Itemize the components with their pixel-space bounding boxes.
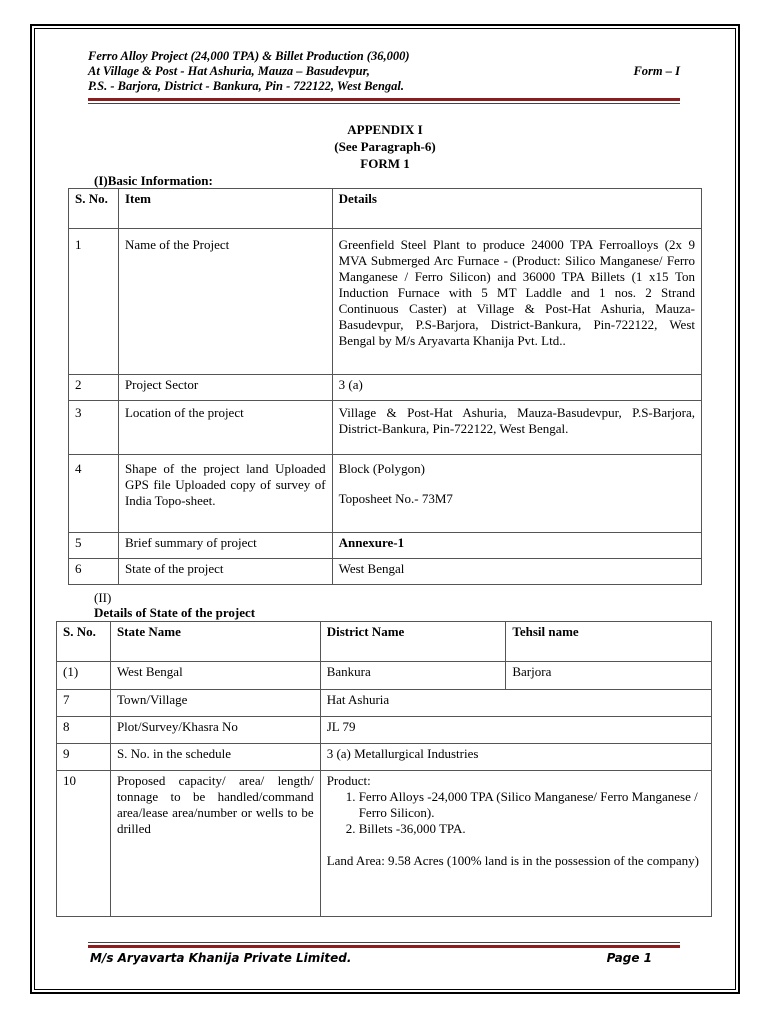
table-row	[69, 559, 702, 585]
row-state: West Bengal	[110, 662, 320, 690]
header-line-3: P.S. - Barjora, District - Bankura, Pin - 722122, West Bengal.	[88, 79, 405, 93]
header-line-2: At Village & Post - Hat Ashuria, Mauza – Basudevpur,	[88, 64, 370, 78]
header-sno: S. No.	[57, 622, 111, 662]
row-sno: 6	[69, 559, 119, 585]
row-item: Proposed capacity/ area/ length/ tonnage to be handled/command area/lease area/number or wells to be drilled	[110, 771, 320, 917]
row-sno: 5	[69, 533, 119, 559]
row-item: Town/Village	[110, 690, 320, 717]
table-row	[69, 229, 702, 375]
table-row	[57, 771, 712, 917]
basic-information-table	[68, 188, 702, 585]
row-details: Annexure-1	[332, 533, 701, 559]
row-sno: 3	[69, 401, 119, 455]
basic-information-label: (I)Basic Information:	[94, 173, 213, 188]
section-two-number: (II)	[94, 590, 112, 605]
product-label: Product:	[326, 773, 371, 788]
form-label: Form – I	[633, 64, 680, 78]
row-sno: 9	[57, 744, 111, 771]
form-title: FORM 1	[360, 156, 410, 171]
row-item: Shape of the project land Uploaded GPS file Uploaded copy of survey of India Topo-sheet.	[118, 455, 332, 533]
table-row	[57, 690, 712, 717]
row-item: Project Sector	[118, 375, 332, 401]
table-row	[69, 533, 702, 559]
row-item: Plot/Survey/Khasra No	[110, 717, 320, 744]
header-sno: S. No.	[69, 189, 119, 229]
row-item: Name of the Project	[118, 229, 332, 375]
header-tehsil-name: Tehsil name	[506, 622, 712, 662]
state-details-label: Details of State of the project	[94, 605, 256, 620]
state-details-table	[56, 621, 712, 917]
footer-company: M/s Aryavarta Khanija Private Limited.	[90, 951, 352, 965]
row-details: 3 (a) Metallurgical Industries	[320, 744, 711, 771]
row-sno: 8	[57, 717, 111, 744]
header-item: Item	[118, 189, 332, 229]
row-sno: 7	[57, 690, 111, 717]
land-area: Land Area: 9.58 Acres (100% land is in the possession of the company)	[326, 853, 699, 868]
product-list	[327, 789, 705, 837]
row-sno: 4	[69, 455, 119, 533]
footer-rule-thin	[88, 942, 680, 943]
table-header-row	[69, 189, 702, 229]
row-sno: 1	[69, 229, 119, 375]
row-details: Hat Ashuria	[320, 690, 711, 717]
document-header	[88, 49, 680, 94]
row-details-toposheet: Toposheet No.- 73M7	[338, 491, 453, 506]
header-district-name: District Name	[320, 622, 506, 662]
table-row	[57, 717, 712, 744]
row-tehsil: Barjora	[506, 662, 712, 690]
header-rule-thick	[88, 98, 680, 101]
table-row	[69, 375, 702, 401]
row-sno: (1)	[57, 662, 111, 690]
appendix-title: APPENDIX I	[347, 122, 423, 137]
header-details: Details	[332, 189, 701, 229]
row-details: West Bengal	[332, 559, 701, 585]
row-details: Greenfield Steel Plant to produce 24000 TPA Ferroalloys (2x 9 MVA Submerged Arc Furnace - (Product: Silico Manganese/ Ferro Manganese / Ferro Silicon) and 36000 TPA Billets (1 x15 Ton Induction Furnace with 5 MT Laddle and 1 nos. 2 Strand Continuous Caster) at Village & Post-Hat Ashuria, Mauza-Basudevpur, P.S-Barjora, District-Bankura, Pin-722122, West Bengal by M/s Aryavarta Khanija Pvt. Ltd..	[332, 229, 701, 375]
row-details: JL 79	[320, 717, 711, 744]
header-line-1: Ferro Alloy Project (24,000 TPA) & Billet Production (36,000)	[88, 49, 410, 63]
row-sno: 2	[69, 375, 119, 401]
row-item: S. No. in the schedule	[110, 744, 320, 771]
table-header-row	[57, 622, 712, 662]
row-details: Village & Post-Hat Ashuria, Mauza-Basudevpur, P.S-Barjora, District-Bankura, Pin-722122, West Bengal.	[332, 401, 701, 455]
row-item: Brief summary of project	[118, 533, 332, 559]
list-item: 2. Billets -36,000 TPA.	[359, 821, 705, 837]
list-item: 1. Ferro Alloys -24,000 TPA (Silico Manganese/ Ferro Manganese / Ferro Silicon).	[359, 789, 705, 821]
page-number: Page 1	[606, 951, 652, 965]
header-state-name: State Name	[110, 622, 320, 662]
row-details: Block (Polygon)	[338, 461, 425, 476]
table-row	[69, 401, 702, 455]
document-footer	[90, 951, 652, 965]
header-rule-thin	[88, 103, 680, 104]
row-details: 3 (a)	[332, 375, 701, 401]
footer-rule-thick	[88, 945, 680, 948]
table-row	[57, 662, 712, 690]
table-row	[57, 744, 712, 771]
row-item: Location of the project	[118, 401, 332, 455]
table-row	[69, 455, 702, 533]
row-sno: 10	[57, 771, 111, 917]
row-district: Bankura	[320, 662, 506, 690]
row-item: State of the project	[118, 559, 332, 585]
paragraph-reference: (See Paragraph-6)	[334, 139, 436, 154]
